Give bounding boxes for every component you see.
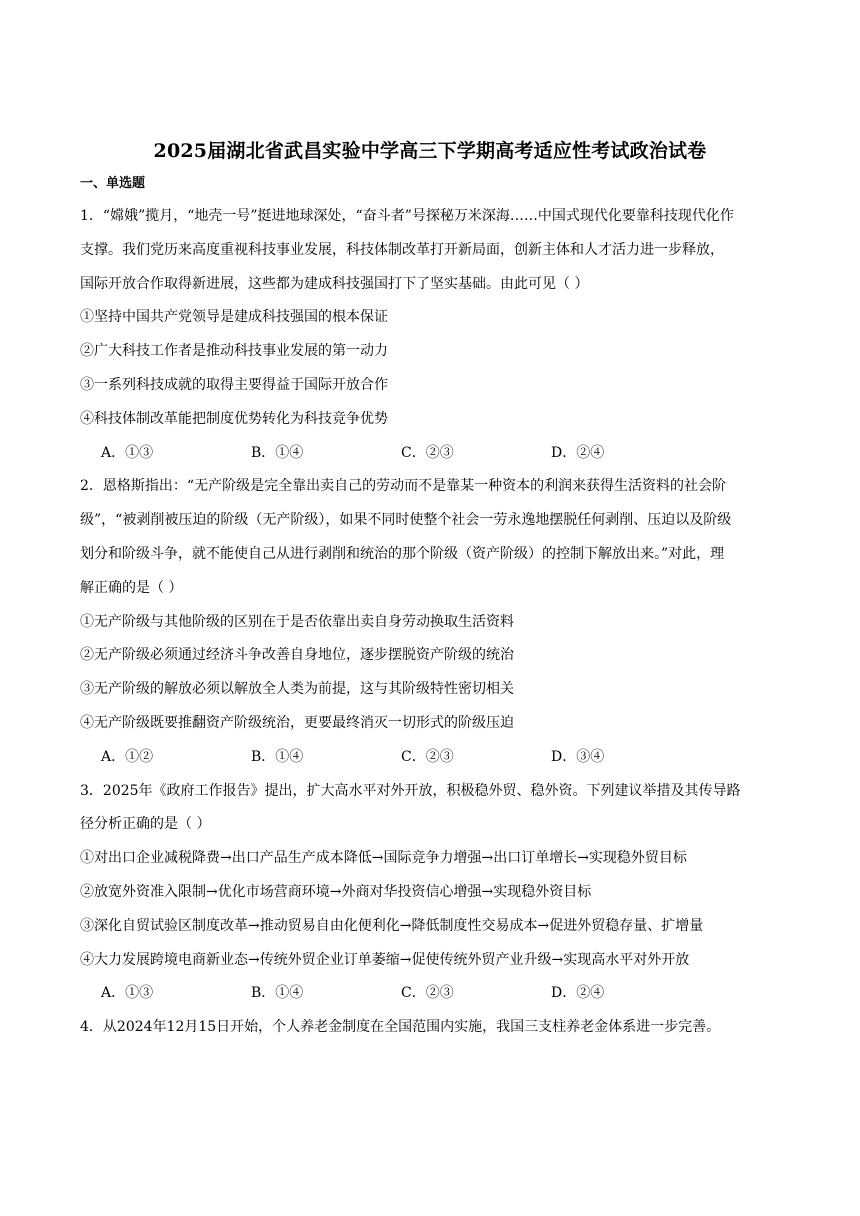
statement: ①坚持中国共产党领导是建成科技强国的根本保证: [80, 309, 388, 326]
question-stem-line: 径分析正确的是（ ）: [80, 816, 211, 833]
question-stem-line: 国际开放合作取得新进展，这些都为建成科技强国打下了坚实基础。由此可见（ ）: [80, 275, 589, 292]
question-stem-line: 支撑。我们党历来高度重视科技事业发展，科技体制改革打开新局面，创新主体和人才活力进一步释放，: [80, 241, 724, 258]
question-3: [80, 775, 782, 1012]
question-stem-line: 4．从2024年12月15日开始，个人养老金制度在全国范围内实施，我国三支柱养老金体系进一步完善。: [80, 1019, 721, 1036]
statement: ③一系列科技成就的取得主要得益于国际开放合作: [80, 376, 388, 393]
question-stem-line: 解正确的是（ ）: [80, 579, 183, 596]
statement: ④科技体制改革能把制度优势转化为科技竞争优势: [80, 410, 388, 427]
statement: ③无产阶级的解放必须以解放全人类为前提，这与其阶级特性密切相关: [80, 681, 514, 698]
statement: ①对出口企业减税降费→出口产品生产成本降低→国际竞争力增强→出口订单增长→实现稳外贸目标: [80, 850, 687, 867]
option-a: A．①③: [101, 985, 154, 1002]
option-b: B．①④: [251, 985, 304, 1002]
question-stem-line: 2．恩格斯指出：“无产阶级是完全靠出卖自己的劳动而不是靠某一种资本的利润来获得生活资料的社会阶: [80, 478, 727, 495]
option-c: C．②③: [401, 444, 454, 461]
section-heading: 一、单选题: [80, 176, 146, 191]
question-4: [80, 1011, 782, 1045]
answer-options: [80, 741, 782, 775]
option-a: A．①③: [101, 444, 154, 461]
option-c: C．②③: [401, 748, 454, 765]
statement: ②广大科技工作者是推动科技事业发展的第一动力: [80, 343, 388, 360]
question-stem-line: 1．“嫦娥”揽月，“地壳一号”挺进地球深处，“奋斗者”号探秘万米深海……中国式现代化要靠科技现代化作: [80, 208, 734, 224]
exam-title: 2025届湖北省武昌实验中学高三下学期高考适应性考试政治试卷: [153, 140, 707, 162]
statement: ③深化自贸试验区制度改革→推动贸易自由化便利化→降低制度性交易成本→促进外贸稳存量、扩增量: [80, 917, 704, 934]
option-d: D．②④: [551, 985, 605, 1002]
statement: ②放宽外资准入限制→优化市场营商环境→外商对华投资信心增强→实现稳外资目标: [80, 883, 592, 900]
question-stem-line: 级”，“被剥削被压迫的阶级（无产阶级），如果不同时使整个社会一劳永逸地摆脱任何剥削、压迫以及阶级: [80, 512, 732, 529]
option-a: A．①②: [101, 748, 154, 765]
question-stem-line: 划分和阶级斗争，就不能使自己从进行剥削和统治的那个阶级（资产阶级）的控制下解放出来。”对此，理: [80, 545, 725, 562]
option-d: D．②④: [551, 444, 605, 461]
statement: ①无产阶级与其他阶级的区别在于是否依靠出卖自身劳动换取生活资料: [80, 613, 514, 630]
question-body: [80, 200, 782, 1045]
option-b: B．①④: [251, 748, 304, 765]
statement: ④无产阶级既要推翻资产阶级统治，更要最终消灭一切形式的阶级压迫: [80, 714, 514, 731]
statement: ④大力发展跨境电商新业态→传统外贸企业订单萎缩→促使传统外贸产业升级→实现高水平对外开放: [80, 951, 690, 968]
option-b: B．①④: [251, 444, 304, 461]
question-2: [80, 470, 782, 774]
answer-options: [80, 437, 782, 471]
option-d: D．③④: [551, 748, 605, 765]
statement: ②无产阶级必须通过经济斗争改善自身地位，逐步摆脱资产阶级的统治: [80, 647, 514, 664]
question-stem-line: 3．2025年《政府工作报告》提出，扩大高水平对外开放，积极稳外贸、稳外资。下列建议举措及其传导路: [80, 782, 741, 799]
question-1: [80, 200, 782, 470]
option-c: C．②③: [401, 985, 454, 1002]
answer-options: [80, 977, 782, 1011]
